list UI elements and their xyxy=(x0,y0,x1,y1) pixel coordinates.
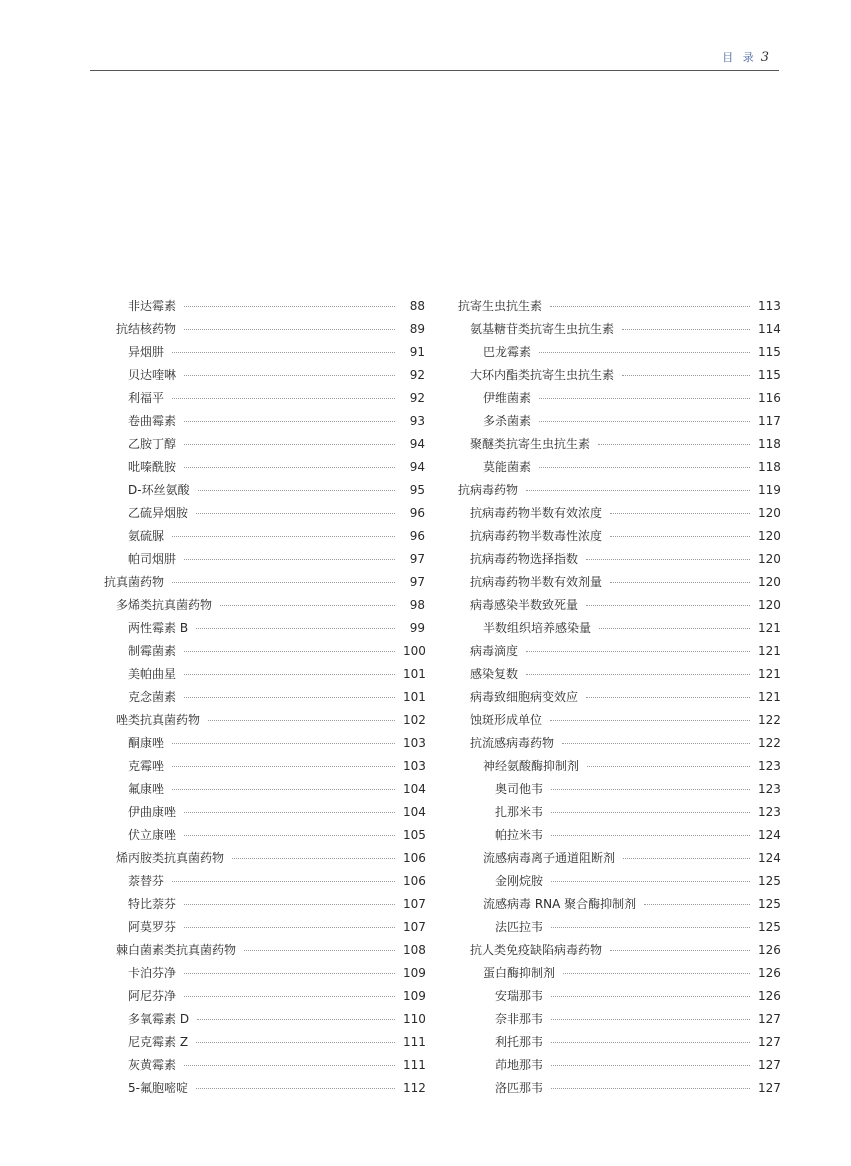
toc-entry[interactable] xyxy=(100,570,425,593)
toc-entry[interactable] xyxy=(100,869,425,892)
toc-entry-page: 121 xyxy=(758,666,781,681)
toc-leader-dots xyxy=(172,766,395,767)
toc-entry-title: 莫能菌素 xyxy=(483,460,532,474)
toc-leader-dots xyxy=(526,674,750,675)
toc-entry-page: 96 xyxy=(409,505,425,520)
toc-leader-dots xyxy=(551,1088,750,1089)
toc-leader-dots xyxy=(196,1042,395,1043)
toc-entry[interactable] xyxy=(455,317,780,340)
toc-entry[interactable] xyxy=(455,731,780,754)
toc-entry-page: 93 xyxy=(409,413,425,428)
toc-entry[interactable] xyxy=(455,363,780,386)
toc-column-left xyxy=(100,294,425,1099)
toc-entry-page: 120 xyxy=(758,505,781,520)
toc-entry[interactable] xyxy=(100,1076,425,1099)
toc-entry-page: 112 xyxy=(403,1080,426,1095)
toc-entry[interactable] xyxy=(100,363,425,386)
toc-entry[interactable] xyxy=(100,662,425,685)
toc-entry[interactable] xyxy=(100,800,425,823)
toc-entry-page: 111 xyxy=(403,1034,426,1049)
toc-entry-page: 120 xyxy=(758,551,781,566)
toc-entry-page: 117 xyxy=(758,413,781,428)
toc-entry[interactable] xyxy=(455,524,780,547)
toc-entry-title: 帕拉米韦 xyxy=(495,828,544,842)
toc-entry-page: 89 xyxy=(409,321,425,336)
toc-entry-page: 92 xyxy=(409,367,425,382)
toc-entry-title: 神经氨酸酶抑制剂 xyxy=(483,759,580,773)
toc-entry[interactable] xyxy=(100,593,425,616)
toc-entry-title: 抗寄生虫抗生素 xyxy=(458,299,543,313)
toc-entry[interactable] xyxy=(455,1053,780,1076)
toc-entry-title: 氟康唑 xyxy=(128,782,165,796)
toc-entry[interactable] xyxy=(100,731,425,754)
toc-entry-title: 蚀斑形成单位 xyxy=(470,713,543,727)
toc-entry[interactable] xyxy=(455,1030,780,1053)
toc-entry-title: 棘白菌素类抗真菌药物 xyxy=(116,943,237,957)
toc-entry-page: 113 xyxy=(758,298,781,313)
toc-entry-title: 烯丙胺类抗真菌药物 xyxy=(116,851,225,865)
toc-entry-title: 尼克霉素 Z xyxy=(128,1035,189,1049)
running-head xyxy=(722,49,769,65)
toc-leader-dots xyxy=(598,444,750,445)
toc-entry-page: 127 xyxy=(758,1057,781,1072)
toc-entry[interactable] xyxy=(100,961,425,984)
toc-entry[interactable] xyxy=(455,432,780,455)
toc-entry-title: 感染复数 xyxy=(470,667,519,681)
toc-entry[interactable] xyxy=(100,938,425,961)
toc-entry[interactable] xyxy=(100,915,425,938)
toc-leader-dots xyxy=(562,743,750,744)
toc-entry[interactable] xyxy=(455,708,780,731)
toc-entry[interactable] xyxy=(455,662,780,685)
toc-entry-page: 97 xyxy=(409,574,425,589)
toc-entry[interactable] xyxy=(455,294,780,317)
toc-entry-page: 127 xyxy=(758,1080,781,1095)
toc-leader-dots xyxy=(172,789,395,790)
toc-leader-dots xyxy=(622,329,750,330)
toc-entry[interactable] xyxy=(455,915,780,938)
toc-entry[interactable] xyxy=(455,340,780,363)
toc-entry-title: 多杀菌素 xyxy=(483,414,532,428)
toc-entry-page: 123 xyxy=(758,758,781,773)
toc-entry-title: 吡嗪酰胺 xyxy=(128,460,177,474)
toc-entry-title: 多氧霉素 D xyxy=(128,1012,190,1026)
toc-entry-page: 98 xyxy=(409,597,425,612)
toc-leader-dots xyxy=(172,536,395,537)
toc-entry-title: 病毒致细胞病变效应 xyxy=(470,690,579,704)
toc-entry-title: 非达霉素 xyxy=(128,299,177,313)
toc-leader-dots xyxy=(551,1019,750,1020)
toc-entry[interactable] xyxy=(100,409,425,432)
toc-entry[interactable] xyxy=(455,501,780,524)
toc-entry[interactable] xyxy=(100,501,425,524)
toc-entry[interactable] xyxy=(455,639,780,662)
toc-entry-title: 茚地那韦 xyxy=(495,1058,544,1072)
toc-entry-title: 抗结核药物 xyxy=(116,322,177,336)
toc-entry-title: 病毒滴度 xyxy=(470,644,519,658)
toc-entry-title: 5-氟胞嘧啶 xyxy=(128,1081,188,1095)
page-header xyxy=(90,46,779,71)
toc-entry-title: 利福平 xyxy=(128,391,165,405)
toc-entry-page: 101 xyxy=(403,666,426,681)
toc-leader-dots xyxy=(550,306,750,307)
toc-entry-title: 金刚烷胺 xyxy=(495,874,544,888)
toc-leader-dots xyxy=(539,467,750,468)
toc-entry-title: 扎那米韦 xyxy=(495,805,544,819)
toc-entry-title: 抗真菌药物 xyxy=(104,575,165,589)
toc-leader-dots xyxy=(610,536,750,537)
toc-leader-dots xyxy=(539,352,750,353)
toc-leader-dots xyxy=(526,490,750,491)
toc-leader-dots xyxy=(184,697,395,698)
toc-entry[interactable] xyxy=(100,432,425,455)
toc-leader-dots xyxy=(599,628,750,629)
toc-leader-dots xyxy=(232,858,395,859)
toc-leader-dots xyxy=(551,927,750,928)
toc-leader-dots xyxy=(184,329,395,330)
toc-entry-title: 抗人类免疫缺陷病毒药物 xyxy=(470,943,603,957)
toc-leader-dots xyxy=(551,1042,750,1043)
toc-entry-title: 大环内酯类抗寄生虫抗生素 xyxy=(470,368,615,382)
toc-leader-dots xyxy=(196,513,395,514)
toc-entry[interactable] xyxy=(455,478,780,501)
toc-leader-dots xyxy=(551,812,750,813)
toc-leader-dots xyxy=(220,605,395,606)
toc-entry-title: 蛋白酶抑制剂 xyxy=(483,966,556,980)
toc-entry[interactable] xyxy=(100,777,425,800)
toc-entry-page: 103 xyxy=(403,758,426,773)
toc-leader-dots xyxy=(196,628,395,629)
toc-entry-title: 氨基糖苷类抗寄生虫抗生素 xyxy=(470,322,615,336)
toc-entry-title: 半数组织培养感染量 xyxy=(483,621,592,635)
toc-leader-dots xyxy=(551,881,750,882)
toc-entry-page: 118 xyxy=(758,459,781,474)
toc-entry-title: 卡泊芬净 xyxy=(128,966,177,980)
toc-entry-page: 110 xyxy=(403,1011,426,1026)
toc-entry-page: 106 xyxy=(403,873,426,888)
toc-leader-dots xyxy=(623,858,750,859)
toc-leader-dots xyxy=(586,605,750,606)
toc-entry-page: 126 xyxy=(758,988,781,1003)
toc-leader-dots xyxy=(550,720,750,721)
toc-entry-title: 酮康唑 xyxy=(128,736,165,750)
toc-entry-page: 108 xyxy=(403,942,426,957)
toc-entry[interactable] xyxy=(100,1053,425,1076)
toc-entry[interactable] xyxy=(455,754,780,777)
toc-entry-page: 96 xyxy=(409,528,425,543)
toc-leader-dots xyxy=(184,996,395,997)
toc-entry-page: 91 xyxy=(409,344,425,359)
toc-entry-title: 阿莫罗芬 xyxy=(128,920,177,934)
toc-leader-dots xyxy=(184,927,395,928)
toc-entry-title: 美帕曲星 xyxy=(128,667,177,681)
toc-entry[interactable] xyxy=(100,317,425,340)
toc-entry-title: 贝达喹啉 xyxy=(128,368,177,382)
toc-entry-title: 萘替芬 xyxy=(128,874,165,888)
toc-entry[interactable] xyxy=(455,938,780,961)
toc-leader-dots xyxy=(184,812,395,813)
toc-entry-page: 102 xyxy=(403,712,426,727)
toc-leader-dots xyxy=(197,1019,395,1020)
toc-entry-page: 124 xyxy=(758,827,781,842)
toc-entry-title: D-环丝氨酸 xyxy=(128,483,190,497)
toc-entry-title: 异烟肼 xyxy=(128,345,165,359)
toc-entry[interactable] xyxy=(100,754,425,777)
toc-entry-title: 病毒感染半数致死量 xyxy=(470,598,579,612)
toc-entry-title: 流感病毒离子通道阻断剂 xyxy=(483,851,616,865)
toc-leader-dots xyxy=(563,973,750,974)
toc-entry[interactable] xyxy=(455,869,780,892)
toc-entry-title: 抗病毒药物选择指数 xyxy=(470,552,579,566)
toc-entry[interactable] xyxy=(100,639,425,662)
toc-entry-page: 106 xyxy=(403,850,426,865)
toc-entry-title: 克霉唑 xyxy=(128,759,165,773)
toc-entry-page: 115 xyxy=(758,344,781,359)
toc-entry[interactable] xyxy=(100,547,425,570)
toc-entry[interactable] xyxy=(100,386,425,409)
toc-entry[interactable] xyxy=(455,685,780,708)
toc-leader-dots xyxy=(586,697,750,698)
toc-entry[interactable] xyxy=(100,708,425,731)
toc-entry[interactable] xyxy=(455,547,780,570)
toc-entry[interactable] xyxy=(455,570,780,593)
toc-entry-title: 克念菌素 xyxy=(128,690,177,704)
toc-leader-dots xyxy=(644,904,750,905)
toc-leader-dots xyxy=(172,881,395,882)
toc-entry-page: 122 xyxy=(758,712,781,727)
toc-entry-page: 127 xyxy=(758,1034,781,1049)
toc-leader-dots xyxy=(196,1088,395,1089)
toc-entry-page: 107 xyxy=(403,919,426,934)
toc-entry-title: 两性霉素 B xyxy=(128,621,189,635)
toc-entry[interactable] xyxy=(100,846,425,869)
toc-entry-title: 灰黄霉素 xyxy=(128,1058,177,1072)
toc-entry-title: 伊维菌素 xyxy=(483,391,532,405)
toc-entry-page: 104 xyxy=(403,804,426,819)
toc-entry[interactable] xyxy=(100,1030,425,1053)
toc-entry-page: 120 xyxy=(758,528,781,543)
toc-entry-title: 抗病毒药物半数有效浓度 xyxy=(470,506,603,520)
toc-entry-title: 抗病毒药物 xyxy=(458,483,519,497)
toc-entry[interactable] xyxy=(455,1076,780,1099)
toc-entry-page: 125 xyxy=(758,919,781,934)
toc-entry-title: 制霉菌素 xyxy=(128,644,177,658)
toc-leader-dots xyxy=(551,1065,750,1066)
toc-entry[interactable] xyxy=(100,984,425,1007)
toc-leader-dots xyxy=(539,421,750,422)
toc-leader-dots xyxy=(184,904,395,905)
toc-leader-dots xyxy=(184,1065,395,1066)
toc-entry-title: 奥司他韦 xyxy=(495,782,544,796)
toc-leader-dots xyxy=(184,674,395,675)
toc-leader-dots xyxy=(184,421,395,422)
toc-entry-page: 121 xyxy=(758,620,781,635)
toc-entry-page: 124 xyxy=(758,850,781,865)
toc-entry[interactable] xyxy=(100,294,425,317)
toc-entry-title: 安瑞那韦 xyxy=(495,989,544,1003)
toc-leader-dots xyxy=(198,490,395,491)
toc-entry[interactable] xyxy=(100,616,425,639)
toc-leader-dots xyxy=(184,467,395,468)
toc-leader-dots xyxy=(610,950,750,951)
toc-entry-title: 洛匹那韦 xyxy=(495,1081,544,1095)
toc-leader-dots xyxy=(172,352,395,353)
toc-entry[interactable] xyxy=(455,409,780,432)
toc-entry-page: 88 xyxy=(409,298,425,313)
toc-leader-dots xyxy=(184,444,395,445)
toc-entry-page: 123 xyxy=(758,781,781,796)
toc-entry-page: 127 xyxy=(758,1011,781,1026)
toc-entry-page: 94 xyxy=(409,459,425,474)
toc-entry[interactable] xyxy=(100,340,425,363)
toc-entry[interactable] xyxy=(100,455,425,478)
toc-leader-dots xyxy=(526,651,750,652)
toc-leader-dots xyxy=(184,306,395,307)
toc-entry-page: 123 xyxy=(758,804,781,819)
toc-entry-page: 101 xyxy=(403,689,426,704)
toc-entry-page: 99 xyxy=(409,620,425,635)
toc-leader-dots xyxy=(172,743,395,744)
toc-leader-dots xyxy=(539,398,750,399)
toc-entry-title: 乙硫异烟胺 xyxy=(128,506,189,520)
toc-entry-title: 唑类抗真菌药物 xyxy=(116,713,201,727)
toc-entry[interactable] xyxy=(100,685,425,708)
toc-entry-title: 抗病毒药物半数有效剂量 xyxy=(470,575,603,589)
toc-entry[interactable] xyxy=(100,823,425,846)
toc-entry-page: 95 xyxy=(409,482,425,497)
toc-entry-page: 125 xyxy=(758,873,781,888)
toc-entry-page: 120 xyxy=(758,597,781,612)
toc-entry-page: 105 xyxy=(403,827,426,842)
toc-entry-title: 卷曲霉素 xyxy=(128,414,177,428)
toc-entry-page: 121 xyxy=(758,643,781,658)
toc-entry-title: 氨硫脲 xyxy=(128,529,165,543)
toc-entry-title: 聚醚类抗寄生虫抗生素 xyxy=(470,437,591,451)
toc-entry-title: 抗病毒药物半数毒性浓度 xyxy=(470,529,603,543)
toc-entry-page: 116 xyxy=(758,390,781,405)
toc-leader-dots xyxy=(172,398,395,399)
toc-entry-page: 94 xyxy=(409,436,425,451)
toc-leader-dots xyxy=(622,375,750,376)
toc-leader-dots xyxy=(551,789,750,790)
toc-leader-dots xyxy=(587,766,750,767)
toc-entry-page: 114 xyxy=(758,321,781,336)
toc-entry[interactable] xyxy=(455,777,780,800)
toc-entry-title: 利托那韦 xyxy=(495,1035,544,1049)
toc-entry-page: 125 xyxy=(758,896,781,911)
toc-entry-page: 122 xyxy=(758,735,781,750)
toc-entry-title: 多烯类抗真菌药物 xyxy=(116,598,213,612)
toc-entry[interactable] xyxy=(100,524,425,547)
toc-entry-title: 法匹拉韦 xyxy=(495,920,544,934)
toc-entry-page: 109 xyxy=(403,965,426,980)
toc-entry-page: 126 xyxy=(758,965,781,980)
toc-entry-page: 118 xyxy=(758,436,781,451)
toc-entry-page: 104 xyxy=(403,781,426,796)
toc-entry-page: 126 xyxy=(758,942,781,957)
toc-entry[interactable] xyxy=(100,892,425,915)
toc-leader-dots xyxy=(586,559,750,560)
toc-entry-title: 乙胺丁醇 xyxy=(128,437,177,451)
toc-entry-page: 97 xyxy=(409,551,425,566)
toc-leader-dots xyxy=(610,513,750,514)
toc-entry-page: 119 xyxy=(758,482,781,497)
toc-leader-dots xyxy=(184,973,395,974)
toc-entry-title: 伊曲康唑 xyxy=(128,805,177,819)
toc-entry-title: 抗流感病毒药物 xyxy=(470,736,555,750)
toc-entry-title: 特比萘芬 xyxy=(128,897,177,911)
toc-entry-page: 121 xyxy=(758,689,781,704)
toc-leader-dots xyxy=(184,375,395,376)
toc-leader-dots xyxy=(184,559,395,560)
toc-entry-page: 103 xyxy=(403,735,426,750)
toc-entry[interactable] xyxy=(100,1007,425,1030)
running-head-title: 目 录 xyxy=(722,51,757,64)
toc-entry[interactable] xyxy=(455,961,780,984)
toc-leader-dots xyxy=(551,996,750,997)
toc-leader-dots xyxy=(208,720,395,721)
toc-entry-page: 107 xyxy=(403,896,426,911)
toc-entry-page: 120 xyxy=(758,574,781,589)
toc-leader-dots xyxy=(244,950,395,951)
toc-leader-dots xyxy=(610,582,750,583)
toc-leader-dots xyxy=(184,651,395,652)
toc-entry-page: 100 xyxy=(403,643,426,658)
toc-column-right xyxy=(455,294,780,1099)
toc-entry[interactable] xyxy=(455,846,780,869)
toc-entry-title: 阿尼芬净 xyxy=(128,989,177,1003)
toc-entry[interactable] xyxy=(455,823,780,846)
toc-leader-dots xyxy=(551,835,750,836)
toc-entry[interactable] xyxy=(455,984,780,1007)
toc-entry[interactable] xyxy=(455,616,780,639)
toc-entry-page: 92 xyxy=(409,390,425,405)
toc-entry-title: 伏立康唑 xyxy=(128,828,177,842)
toc-entry[interactable] xyxy=(100,478,425,501)
toc-leader-dots xyxy=(172,582,395,583)
toc-entry-page: 115 xyxy=(758,367,781,382)
toc-entry-title: 流感病毒 RNA 聚合酶抑制剂 xyxy=(483,897,637,911)
toc-entry[interactable] xyxy=(455,593,780,616)
toc-entry-page: 109 xyxy=(403,988,426,1003)
toc-entry[interactable] xyxy=(455,892,780,915)
toc-entry-title: 巴龙霉素 xyxy=(483,345,532,359)
toc-entry[interactable] xyxy=(455,800,780,823)
toc-entry[interactable] xyxy=(455,1007,780,1030)
page-number: 3 xyxy=(760,50,769,65)
toc-entry[interactable] xyxy=(455,386,780,409)
toc-entry[interactable] xyxy=(455,455,780,478)
toc-entry-title: 帕司烟肼 xyxy=(128,552,177,566)
toc-entry-title: 奈非那韦 xyxy=(495,1012,544,1026)
toc-leader-dots xyxy=(184,835,395,836)
toc-entry-page: 111 xyxy=(403,1057,426,1072)
